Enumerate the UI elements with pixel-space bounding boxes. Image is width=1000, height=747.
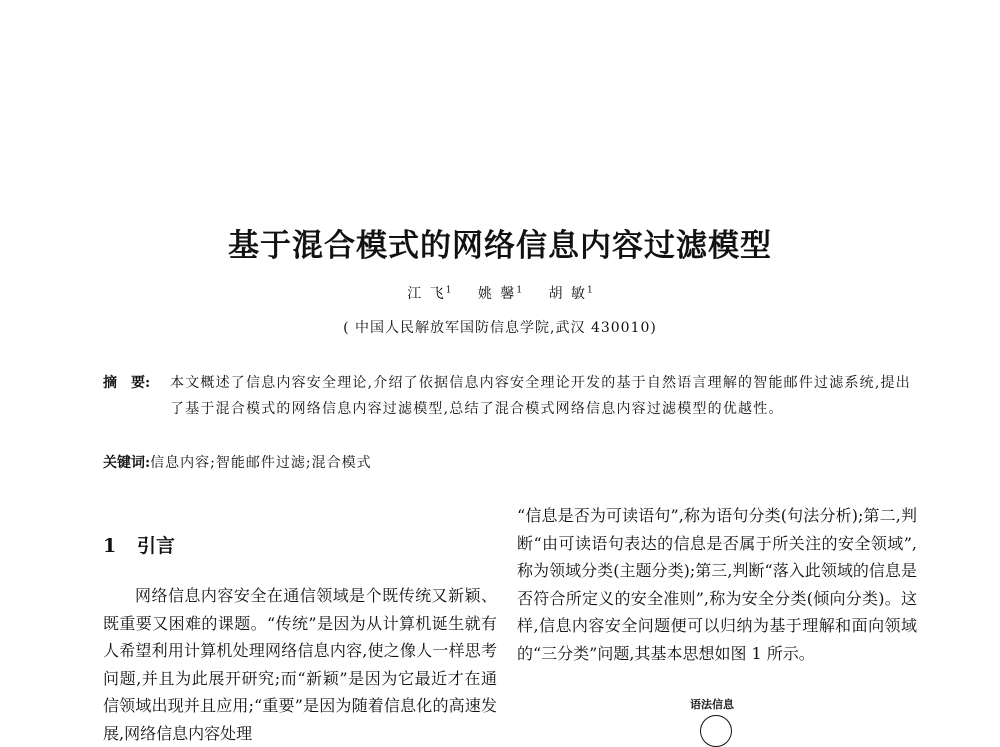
author-affil-mark: 1 xyxy=(516,285,523,296)
author-name: 江 飞 xyxy=(407,286,446,302)
affiliation: ( 中国人民解放军国防信息学院,武汉 430010) xyxy=(343,320,657,336)
author-1 xyxy=(407,283,451,303)
keywords-label: 关键词: xyxy=(103,455,151,471)
author-list xyxy=(0,283,1000,303)
author-2 xyxy=(478,283,522,303)
figure-node-circle xyxy=(700,715,732,747)
keywords-block xyxy=(103,451,918,475)
author-3 xyxy=(549,283,593,303)
body-text-left-column: 网络信息内容安全在通信领域是个既传统又新颖、既重要又困难的课题。“传统”是因为从计算机诞生就有人希望利用计算机处理网络信息内容,使之像人一样思考问题,并且为此展开研究;而“新颖”是因为它最近才在通信领域出现并且应用;“重要”是因为随着信息化的高速发展,网络信息内容处理 xyxy=(103,586,497,743)
abstract-label: 摘 要: xyxy=(103,375,151,391)
paper-title: 基于混合模式的网络信息内容过滤模型 xyxy=(228,228,772,264)
keywords-text: 信息内容;智能邮件过滤;混合模式 xyxy=(150,455,372,471)
abstract-block xyxy=(103,370,918,422)
section-number: 1 xyxy=(103,535,117,557)
figure-node-label: 语法信息 xyxy=(690,698,734,711)
author-name: 姚 馨 xyxy=(477,286,517,302)
section-heading xyxy=(103,531,175,558)
author-affil-mark: 1 xyxy=(445,285,452,296)
author-affil-mark: 1 xyxy=(587,285,593,296)
author-name: 胡 敏 xyxy=(548,286,587,302)
abstract-text: 本文概述了信息内容安全理论,介绍了依据信息内容安全理论开发的基于自然语言理解的智能邮件过滤系统,提出了基于混合模式的网络信息内容过滤模型,总结了混合模式网络信息内容过滤模型的优越性。 xyxy=(170,375,911,417)
body-text-right-column: “信息是否为可读语句”,称为语句分类(句法分析);第二,判断“由可读语句表达的信息是否属于所关注的安全领域”,称为领域分类(主题分类);第三,判断“落入此领域的信息是否符合所定义的安全准则”,称为安全分类(倾向分类)。这样,信息内容安全问题便可以归纳为基于理解和面向领域的“三分类”问题,其基本思想如图 1 所示。 xyxy=(517,506,917,663)
section-title: 引言 xyxy=(137,535,176,557)
